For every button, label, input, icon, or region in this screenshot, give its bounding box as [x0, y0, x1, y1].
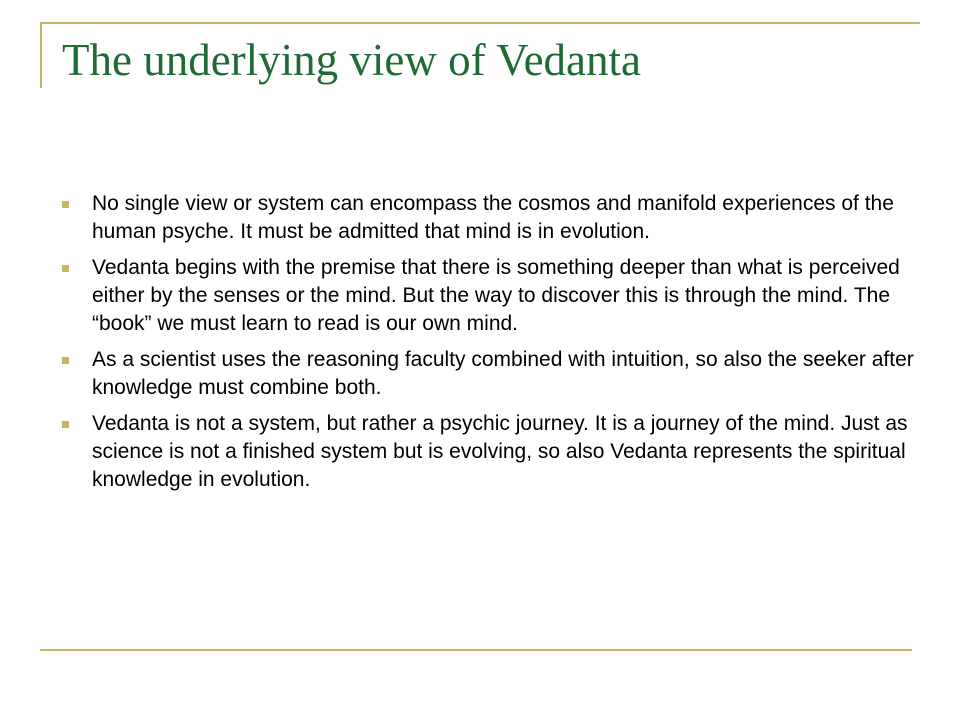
- bullet-text-4: Vedanta is not a system, but rather a psychic journey. It is a journey of the mind. Just as science is not a finished system but is evolving, so also Vedanta represents the spiritual knowledge in evolution.: [92, 412, 908, 491]
- bullet-item-1: [60, 190, 915, 246]
- bullet-list: [60, 190, 915, 502]
- bullet-text-2: Vedanta begins with the premise that there is something deeper than what is perceived either by the senses or the mind. But the way to discover this is through the mind. The “book” we must learn to read is our own mind.: [92, 256, 900, 335]
- bullet-item-2: [60, 254, 915, 338]
- square-bullet-icon: [62, 201, 69, 208]
- bullet-text-1: No single view or system can encompass the cosmos and manifold experiences of the human psyche. It must be admitted that mind is in evolution.: [92, 192, 894, 243]
- bullet-text-3: As a scientist uses the reasoning faculty combined with intuition, so also the seeker after knowledge must combine both.: [92, 348, 914, 399]
- bullet-item-4: [60, 410, 915, 494]
- slide-title: The underlying view of Vedanta: [62, 35, 642, 85]
- bottom-border-line: [40, 649, 912, 651]
- left-border-line: [40, 22, 42, 88]
- square-bullet-icon: [62, 357, 69, 364]
- square-bullet-icon: [62, 265, 69, 272]
- bullet-item-3: [60, 346, 915, 402]
- top-border-line: [40, 22, 920, 24]
- square-bullet-icon: [62, 421, 69, 428]
